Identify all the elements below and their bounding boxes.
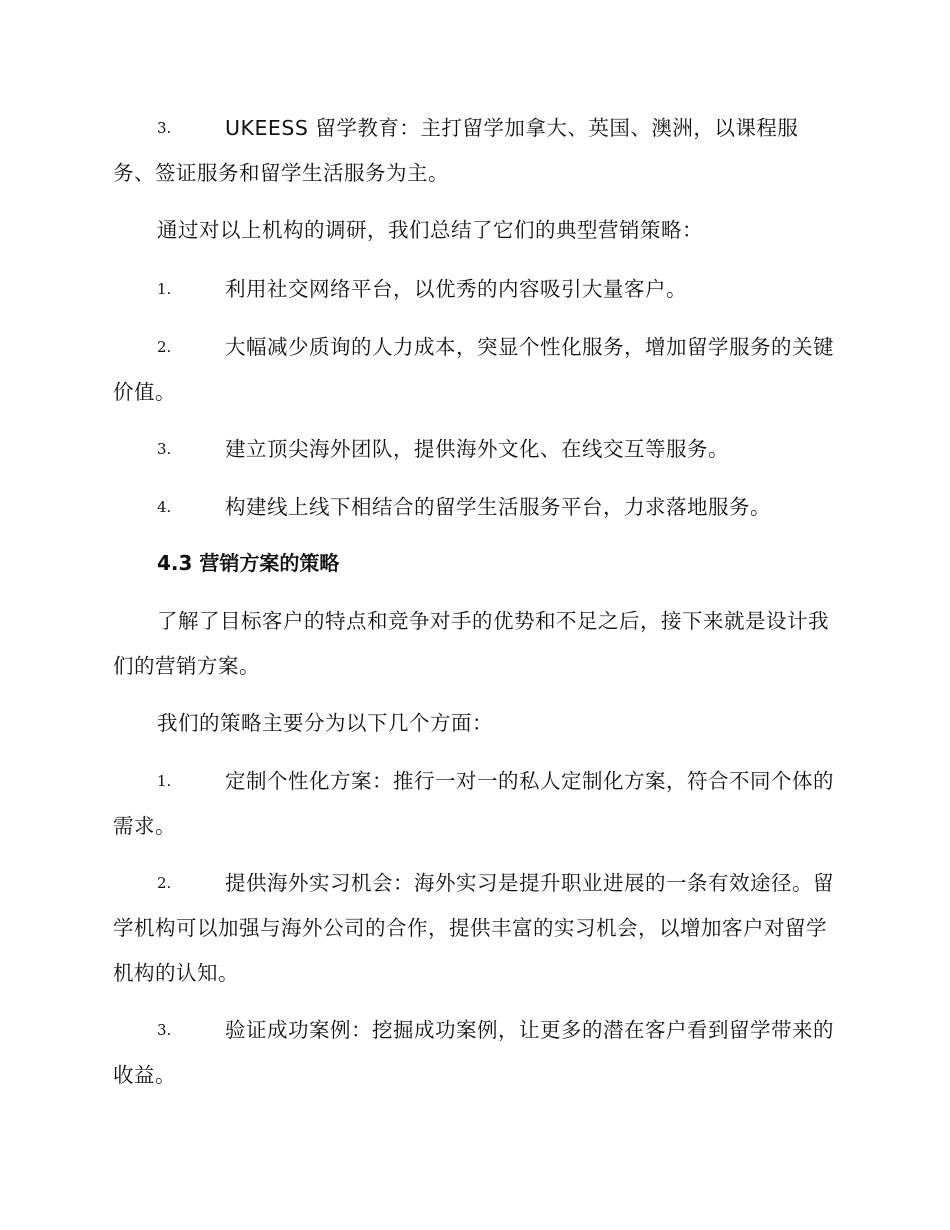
- list-item-text: 提供海外实习机会：海外实习是提升职业进展的一条有效途径。留学机构可以加强与海外公司的合作，提供丰富的实习机会，以增加客户对留学机构的认知。: [113, 871, 834, 985]
- list-item-text: 利用社交网络平台，以优秀的内容吸引大量客户。: [225, 277, 687, 301]
- body-paragraph: 了解了目标客户的特点和竞争对手的优势和不足之后，接下来就是设计我们的营销方案。: [113, 609, 829, 678]
- list-number: 3.: [157, 440, 172, 458]
- intro-paragraph: 通过对以上机构的调研，我们总结了它们的典型营销策略：: [157, 218, 703, 242]
- body-paragraph: 我们的策略主要分为以下几个方面：: [157, 711, 493, 735]
- list-item-text: 大幅减少质询的人力成本，突显个性化服务，增加留学服务的关键价值。: [113, 335, 834, 404]
- list-number: 1.: [157, 772, 172, 790]
- list-item-text: 建立顶尖海外团队，提供海外文化、在线交互等服务。: [225, 437, 729, 461]
- list-number: 3.: [157, 119, 172, 137]
- list-number: 2.: [157, 338, 172, 356]
- list-number: 2.: [157, 874, 172, 892]
- list-number: 3.: [157, 1021, 172, 1039]
- list-item-text: 定制个性化方案：推行一对一的私人定制化方案，符合不同个体的需求。: [113, 769, 834, 838]
- list-item-text: 验证成功案例：挖掘成功案例，让更多的潜在客户看到留学带来的收益。: [113, 1018, 834, 1087]
- section-heading: 4.3 营销方案的策略: [157, 551, 340, 575]
- list-number: 1.: [157, 280, 172, 298]
- list-item-text: 构建线上线下相结合的留学生活服务平台，力求落地服务。: [225, 495, 771, 519]
- list-number: 4.: [157, 498, 172, 516]
- list-item-text: UKEESS 留学教育：主打留学加拿大、英国、澳洲，以课程服务、签证服务和留学生活服务为主。: [113, 116, 799, 185]
